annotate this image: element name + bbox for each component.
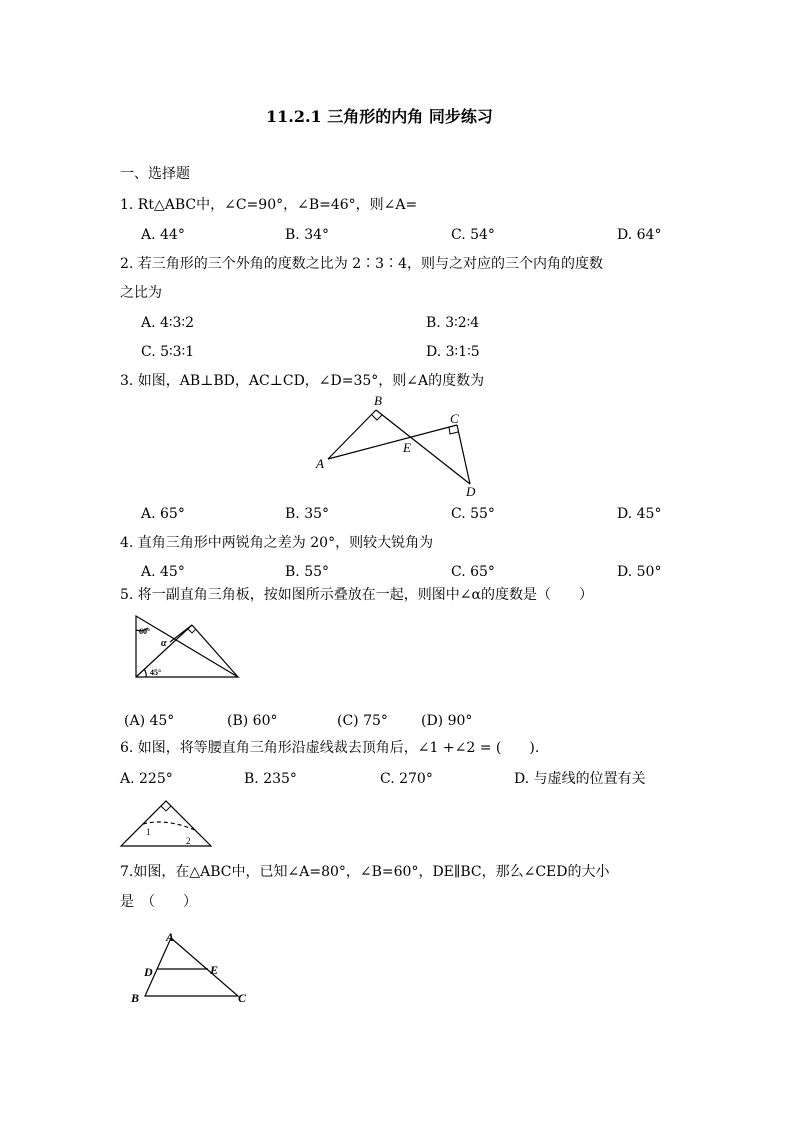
label-c: C <box>450 411 459 426</box>
dashed-cut-line <box>143 822 195 830</box>
question-4-option-c: C. 65° <box>451 564 495 580</box>
label-alpha: α <box>161 638 167 649</box>
question-2-option-a: A. 4∶3∶2 <box>141 315 195 331</box>
label-b: B <box>131 991 140 1005</box>
question-6-option-a: A. 225° <box>120 771 173 787</box>
question-1-option-d: D. 64° <box>617 227 662 243</box>
question-5-stem: 5. 将一副直角三角板，按如图所示叠放在一起，则图中∠α的度数是（ ） <box>120 587 593 603</box>
question-1-option-b: B. 34° <box>285 227 330 243</box>
question-5-figure <box>130 612 245 682</box>
question-7-figure <box>128 928 253 1008</box>
question-4-stem: 4. 直角三角形中两锐角之差为 20°，则较大锐角为 <box>120 535 434 551</box>
question-4-option-a: A. 45° <box>141 564 185 580</box>
question-2-option-b: B. 3∶2∶4 <box>426 315 480 331</box>
question-7-stem-line-1: 7.如图，在△ABC中，已知∠A=80°，∠B=60°，DE∥BC，那么∠CED的大小 <box>120 864 610 880</box>
question-3-option-b: B. 35° <box>285 506 330 522</box>
right-angle-mark <box>161 806 171 811</box>
label-angle-2: 2 <box>186 836 191 846</box>
label-60-degree: 60° <box>139 627 151 636</box>
label-c: C <box>238 991 247 1005</box>
question-5-option-b: (B) 60° <box>227 713 278 729</box>
label-angle-1: 1 <box>146 827 151 837</box>
section-heading: 一、选择题 <box>120 166 190 182</box>
question-2-option-c: C. 5∶3∶1 <box>141 344 195 360</box>
label-d: D <box>144 965 153 979</box>
page-title: 11.2.1 三角形的内角 同步练习 <box>266 107 493 126</box>
question-1-stem: 1. Rt△ABC中，∠C=90°，∠B=46°，则∠A= <box>120 197 418 213</box>
label-a: A <box>166 930 175 944</box>
arc-45 <box>144 669 146 677</box>
label-b: B <box>374 393 382 408</box>
question-5-option-c: (C) 75° <box>337 713 388 729</box>
question-2-stem-line-2: 之比为 <box>120 285 162 301</box>
board-45-side <box>192 625 238 677</box>
label-e: E <box>210 963 219 977</box>
question-6-option-c: C. 270° <box>380 771 433 787</box>
label-e: E <box>403 440 411 455</box>
question-6-figure <box>116 796 216 850</box>
question-4-option-b: B. 55° <box>285 564 330 580</box>
question-3-option-a: A. 65° <box>141 506 185 522</box>
question-1-option-a: A. 44° <box>141 227 185 243</box>
segment-ac <box>328 425 457 459</box>
question-6-option-d: D. 与虚线的位置有关 <box>514 771 646 787</box>
isosceles-right-triangle <box>121 801 211 846</box>
question-3-option-c: C. 55° <box>451 506 495 522</box>
question-2-stem-line-1: 2. 若三角形的三个外角的度数之比为 2∶3∶4，则与之对应的三个内角的度数 <box>120 256 603 272</box>
question-7-stem-line-2: 是 （ ） <box>120 894 197 910</box>
question-2-option-d: D. 3∶1∶5 <box>426 344 480 360</box>
question-5-option-a: (A) 45° <box>124 713 175 729</box>
label-d: D <box>466 484 476 499</box>
board-45-leg <box>170 625 192 642</box>
question-3-figure <box>310 390 490 500</box>
label-45-degree: 45° <box>150 668 162 677</box>
question-3-option-d: D. 45° <box>617 506 662 522</box>
label-a: A <box>316 456 324 471</box>
question-4-option-d: D. 50° <box>617 564 662 580</box>
right-angle-mark <box>188 629 196 633</box>
question-3-stem: 3. 如图，AB⊥BD，AC⊥CD，∠D=35°，则∠A的度数为 <box>120 373 485 389</box>
question-6-stem: 6. 如图，将等腰直角三角形沿虚线裁去顶角后，∠1 +∠2 = ( ). <box>120 740 540 756</box>
segment-ab <box>328 410 376 459</box>
question-5-option-d: (D) 90° <box>421 713 473 729</box>
right-angle-mark-c <box>449 427 458 434</box>
question-6-option-b: B. 235° <box>244 771 297 787</box>
right-angle-mark-b <box>372 415 382 420</box>
triangle-abc <box>145 938 238 996</box>
question-1-option-c: C. 54° <box>451 227 495 243</box>
